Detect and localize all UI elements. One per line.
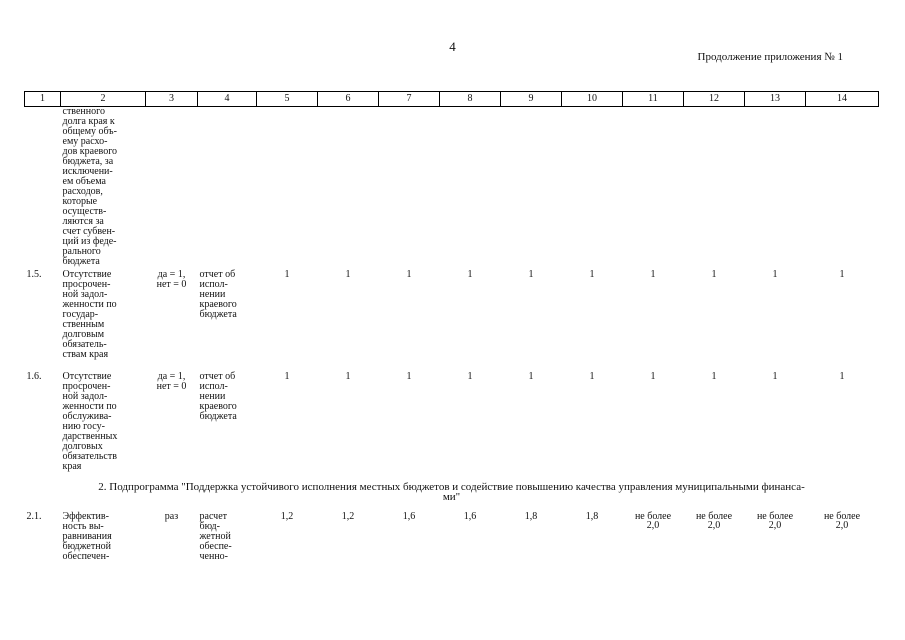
subprogram-row	[25, 479, 879, 509]
column-header: 12	[684, 92, 745, 107]
column-header: 1	[25, 92, 61, 107]
indicators-table	[24, 91, 879, 562]
row-number: 1.5.	[26, 269, 42, 280]
value-cell: 1	[528, 371, 534, 382]
column-header: 6	[318, 92, 379, 107]
column-header: 14	[806, 92, 879, 107]
value-cell: 1	[345, 371, 351, 382]
value-cell: 1	[467, 269, 473, 280]
column-header: 11	[623, 92, 684, 107]
value-cell: не более 2,0	[756, 511, 794, 531]
table-row-continued	[25, 107, 879, 268]
row-number: 1.6.	[26, 371, 42, 382]
column-header: 13	[745, 92, 806, 107]
value-cell: 1	[839, 371, 845, 382]
table-row	[25, 267, 879, 370]
value-cell: не более 2,0	[695, 511, 733, 531]
value-cell: 1,2	[280, 511, 294, 522]
row-number	[25, 107, 61, 268]
value-cell: 1,2	[341, 511, 355, 522]
source: отчет об испол- нении краевого бюджета	[199, 371, 237, 422]
unit: да = 1, нет = 0	[156, 269, 187, 290]
value-cell: 1	[589, 371, 595, 382]
value-cell: 1	[406, 269, 412, 280]
value-cell: 1	[772, 269, 778, 280]
value-cell: 1,8	[524, 511, 538, 522]
table-row	[25, 509, 879, 562]
column-header: 10	[562, 92, 623, 107]
indicator-name: Отсутствие просрочен- ной задол- женности по обслужива- нию госу- дарственных долговых обязательств края	[62, 371, 118, 472]
table-row	[25, 370, 879, 479]
value-cell: 1	[589, 269, 595, 280]
value-cell: 1	[528, 269, 534, 280]
value-cell: 1	[772, 371, 778, 382]
column-header: 9	[501, 92, 562, 107]
column-header: 5	[257, 92, 318, 107]
page-number: 4	[449, 39, 456, 54]
value-cell: 1,8	[585, 511, 599, 522]
value-cell: 1	[406, 371, 412, 382]
value-cell: 1	[650, 269, 656, 280]
column-header: 8	[440, 92, 501, 107]
value-cell: не более 2,0	[823, 511, 861, 531]
value-cell: 1	[711, 269, 717, 280]
column-header: 7	[379, 92, 440, 107]
value-cell: 1	[284, 371, 290, 382]
appendix-note: Продолжение приложения № 1	[697, 51, 843, 63]
indicator-name: ственного долга края к общему объ- ему расхо- дов краевого бюджета, за исключени- ем объема расходов, которые осуществ- ляются за счет субвен- ций из феде- рального бюджета	[62, 106, 118, 267]
column-header: 4	[198, 92, 257, 107]
unit: раз	[164, 511, 179, 522]
column-header: 3	[146, 92, 198, 107]
column-number-header	[25, 92, 879, 107]
column-header: 2	[61, 92, 146, 107]
value-cell: 1	[467, 371, 473, 382]
value-cell: 1	[284, 269, 290, 280]
subprogram-title: 2. Подпрограмма "Поддержка устойчивого исполнения местных бюджетов и содействие повышению качества управления муниципальными финанса- ми"	[98, 481, 805, 503]
value-cell: 1	[839, 269, 845, 280]
value-cell: 1,6	[402, 511, 416, 522]
unit: да = 1, нет = 0	[156, 371, 187, 392]
source: расчет бюд- жетной обеспе- ченно-	[199, 511, 232, 562]
value-cell: 1	[345, 269, 351, 280]
indicator-name: Отсутствие просрочен- ной задол- женности по государ- ственным долговым обязатель- ствам края	[62, 269, 117, 360]
row-number: 2.1.	[26, 511, 42, 522]
value-cell: 1	[711, 371, 717, 382]
value-cell: 1	[650, 371, 656, 382]
indicator-name: Эффектив- ность вы- равнивания бюджетной обеспечен-	[62, 511, 112, 562]
source: отчет об испол- нении краевого бюджета	[199, 269, 237, 320]
empty-cells	[146, 107, 879, 268]
value-cell: 1,6	[463, 511, 477, 522]
value-cell: не более 2,0	[634, 511, 672, 531]
